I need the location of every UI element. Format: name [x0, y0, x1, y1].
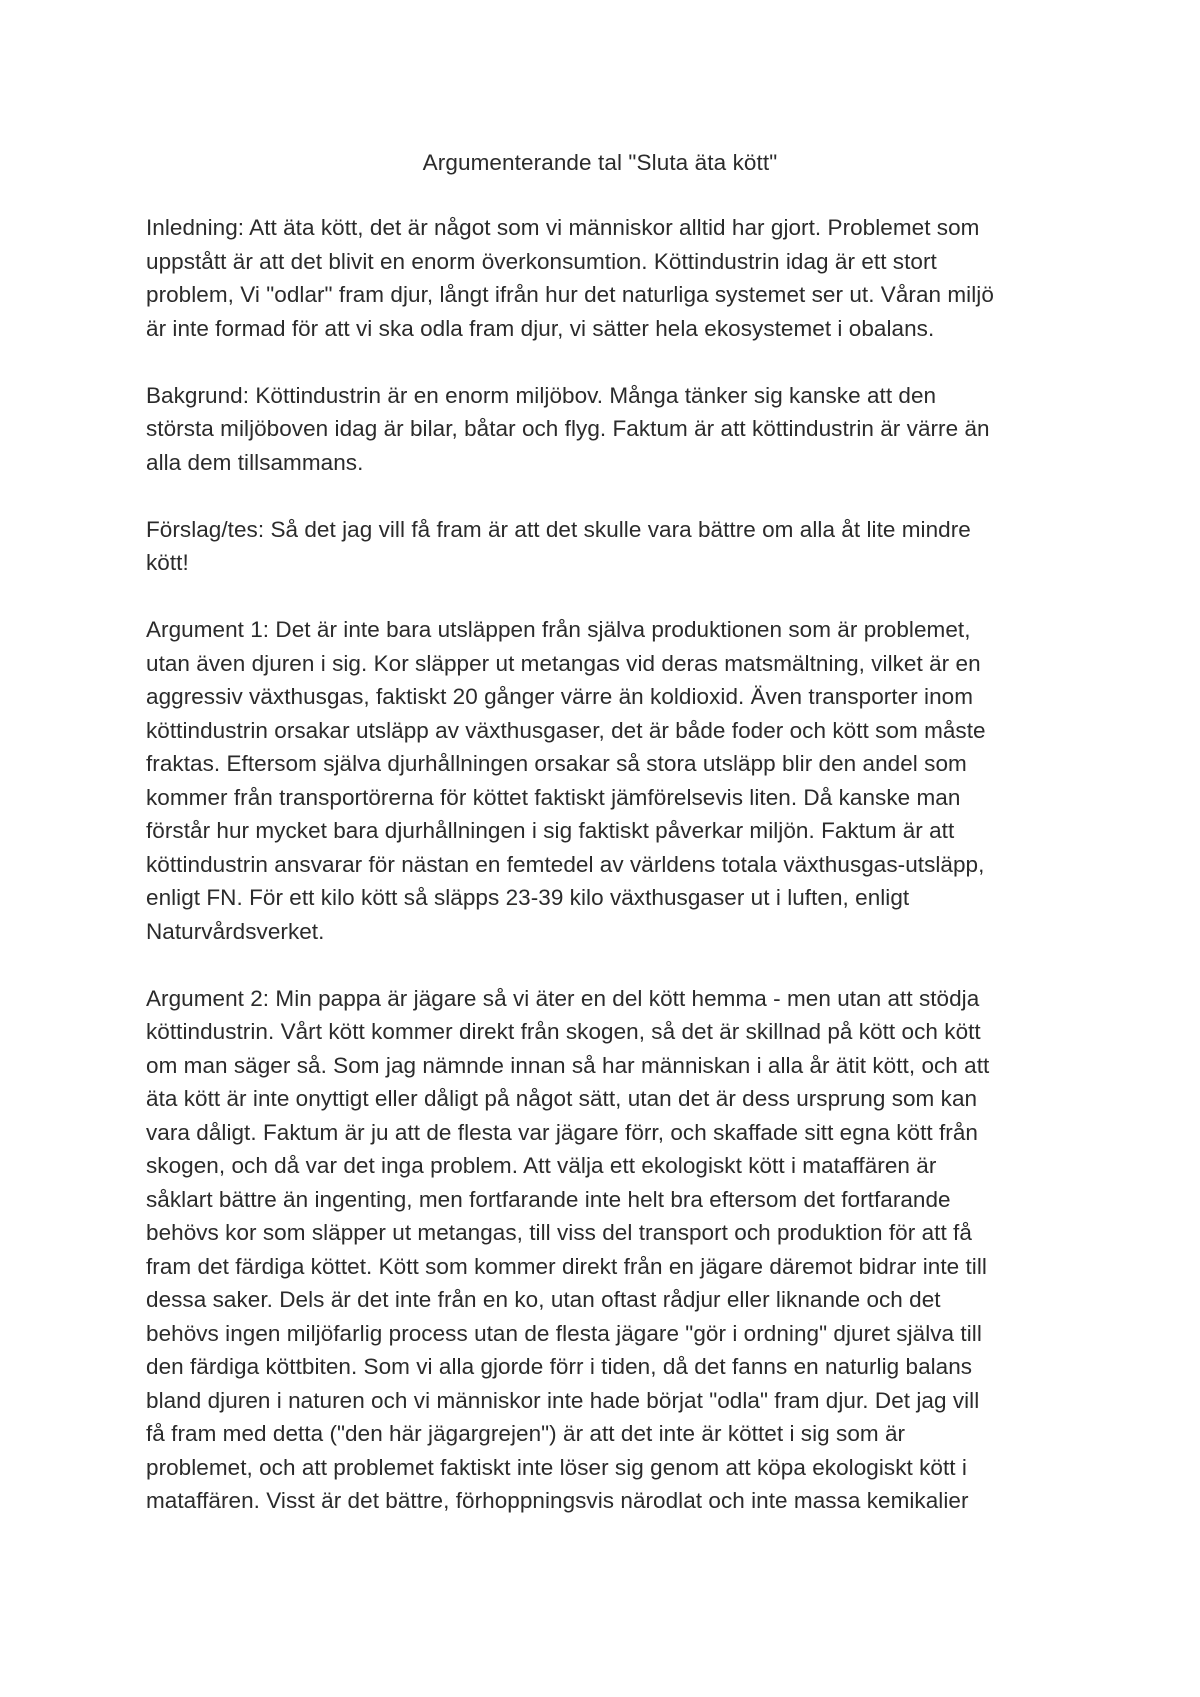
text-line: Naturvårdsverket. [146, 918, 325, 944]
text-line: uppstått är att det blivit en enorm överkonsumtion. Köttindustrin idag är ett stort [146, 248, 937, 274]
text-line: behövs ingen miljöfarlig process utan de flesta jägare "gör i ordning" djuret själva till [146, 1320, 982, 1346]
text-line: kommer från transportörerna för köttet faktiskt jämförelsevis liten. Då kanske man [146, 784, 961, 810]
paragraph-forslag-tes [146, 513, 1066, 580]
text-line: såklart bättre än ingenting, men fortfarande inte helt bra eftersom det fortfarande [146, 1186, 951, 1212]
text-line: största miljöboven idag är bilar, båtar och flyg. Faktum är att köttindustrin är värre än [146, 416, 990, 441]
text-line: Inledning: Att äta kött, det är något som vi människor alltid har gjort. Problemet som [146, 215, 980, 240]
text-line: aggressiv växthusgas, faktiskt 20 gånger värre än koldioxid. Även transporter inom [146, 684, 974, 709]
text-line: dessa saker. Dels är det inte från en ko, utan oftast rådjur eller liknande och det [146, 1287, 941, 1312]
text-line: Argument 1: Det är inte bara utsläppen från själva produktionen som är problemet, [146, 617, 971, 642]
paragraph-bakgrund [146, 379, 1066, 480]
text-line: enligt FN. För ett kilo kött så släpps 23-39 kilo växthusgaser ut i luften, enligt [146, 885, 910, 910]
text-line: om man säger så. Som jag nämnde innan så har människan i alla år ätit kött, och att [146, 1052, 990, 1078]
paragraph-argument-2 [146, 982, 1066, 1518]
text-line: få fram med detta ("den här jägargrejen") är att det inte är köttet i sig som är [146, 1421, 906, 1446]
text-line: Bakgrund: Köttindustrin är en enorm miljöbov. Många tänker sig kanske att den [146, 382, 937, 408]
text-line: äta kött är inte onyttigt eller dåligt på något sätt, utan det är dess ursprung som kan [146, 1086, 978, 1111]
text-line: förstår hur mycket bara djurhållningen i sig faktiskt påverkar miljön. Faktum är att [146, 818, 955, 843]
text-line: fraktas. Eftersom själva djurhållningen orsakar så stora utsläpp blir den andel som [146, 751, 967, 776]
text-line: är inte formad för att vi ska odla fram djur, vi sätter hela ekosystemet i obalans. [146, 315, 935, 341]
text-line: köttindustrin orsakar utsläpp av växthusgaser, det är både foder och kött som måste [146, 717, 986, 743]
text-line: Förslag/tes: Så det jag vill få fram är att det skulle vara bättre om alla åt lite mindre [146, 516, 971, 542]
text-line: behövs kor som släpper ut metangas, till viss del transport och produktion för att få [146, 1220, 972, 1245]
text-line: skogen, och då var det inga problem. Att välja ett ekologiskt kött i mataffären är [146, 1153, 937, 1178]
text-line: mataffären. Visst är det bättre, förhoppningsvis närodlat och inte massa kemikalier [146, 1488, 969, 1513]
text-line: fram det färdiga köttet. Kött som kommer direkt från en jägare däremot bidrar inte till [146, 1253, 987, 1279]
paragraph-argument-1 [146, 613, 1066, 948]
document-title: Argumenterande tal "Sluta äta kött" [422, 150, 778, 175]
text-line: den färdiga köttbiten. Som vi alla gjorde förr i tiden, då det fanns en naturlig balans [146, 1354, 973, 1379]
text-line: bland djuren i naturen och vi människor inte hade börjat "odla" fram djur. Det jag vill [146, 1387, 980, 1413]
text-line: vara dåligt. Faktum är ju att de flesta var jägare förr, och skaffade sitt egna kött från [146, 1119, 978, 1145]
paragraph-inledning [146, 211, 1066, 345]
text-line: alla dem tillsammans. [146, 449, 364, 475]
text-line: köttindustrin ansvarar för nästan en femtedel av världens totala växthusgas-utsläpp, [146, 851, 985, 877]
text-line: köttindustrin. Vårt kött kommer direkt från skogen, så det är skillnad på kött och kött [146, 1019, 981, 1044]
document-body [146, 211, 1066, 1551]
text-line: utan även djuren i sig. Kor släpper ut metangas vid deras matsmältning, vilket är en [146, 650, 981, 676]
text-line: kött! [146, 550, 189, 575]
text-line: Argument 2: Min pappa är jägare så vi äter en del kött hemma - men utan att stödja [146, 985, 980, 1011]
text-line: problem, Vi "odlar" fram djur, långt ifrån hur det naturliga systemet ser ut. Våran miljö [146, 282, 994, 307]
text-line: problemet, och att problemet faktiskt inte löser sig genom att köpa ekologiskt kött i [146, 1454, 967, 1480]
